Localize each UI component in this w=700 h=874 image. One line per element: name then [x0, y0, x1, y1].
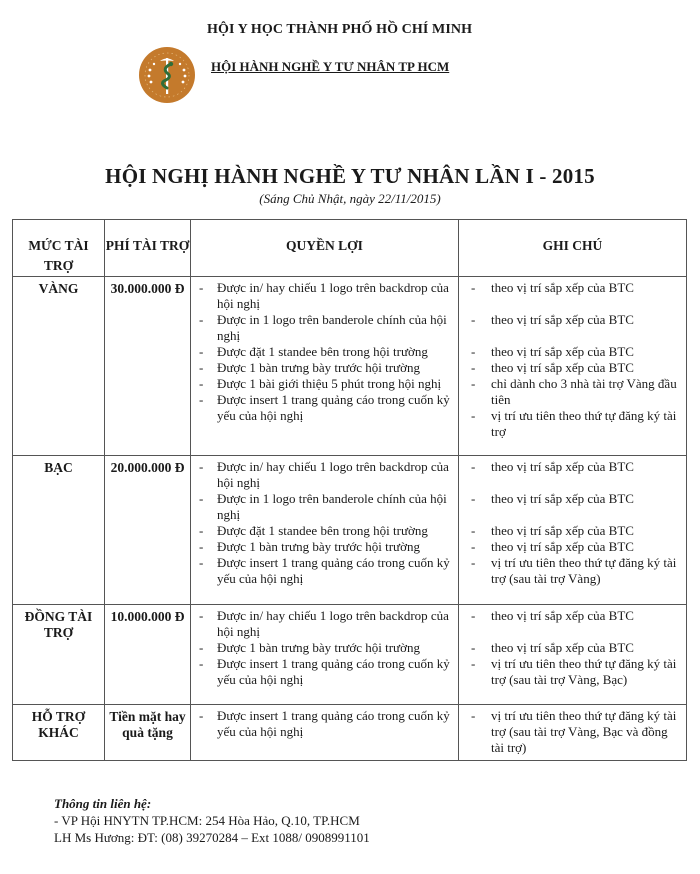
sponsor-level: HỖ TRỢ KHÁC — [13, 705, 105, 761]
benefit-item: - Được insert 1 trang quảng cáo trong cuốn kỷ yếu của hội nghị — [191, 392, 454, 424]
sponsorship-table — [12, 219, 687, 761]
header-fee: PHÍ TÀI TRỢ — [105, 220, 191, 277]
note-item: - vị trí ưu tiên theo thứ tự đăng ký tài trợ (sau tài trợ Vàng, Bạc và đồng tài trợ) — [459, 708, 682, 756]
sponsor-fee: 30.000.000 Đ — [105, 277, 191, 456]
benefit-item: - Được in/ hay chiếu 1 logo trên backdrop của hội nghị — [191, 459, 454, 491]
association-name: HỘI HÀNH NGHỀ Y TƯ NHÂN TP HCM — [211, 59, 450, 74]
benefit-item: - Được in 1 logo trên banderole chính của hội nghị — [191, 491, 454, 523]
contact-phone: LH Ms Hương: ĐT: (08) 39270284 – Ext 1088/ 0908991101 — [54, 830, 370, 845]
sponsor-level: ĐỒNG TÀI TRỢ — [13, 605, 105, 705]
note-item: - theo vị trí sắp xếp của BTC — [459, 491, 682, 507]
header-notes: GHI CHÚ — [459, 220, 687, 277]
contact-heading: Thông tin liên hệ: — [54, 796, 152, 811]
benefit-item: - Được insert 1 trang quảng cáo trong cuốn kỷ yếu của hội nghị — [191, 555, 454, 587]
notes-cell — [459, 605, 687, 705]
benefit-item: - Được insert 1 trang quảng cáo trong cuốn kỷ yếu của hội nghị — [191, 708, 454, 740]
note-item: - theo vị trí sắp xếp của BTC — [459, 459, 682, 475]
page-title: HỘI NGHỊ HÀNH NGHỀ Y TƯ NHÂN LẦN I - 2015 — [105, 164, 595, 188]
table-row — [13, 456, 687, 605]
benefits-cell — [191, 456, 459, 605]
table-body — [13, 277, 687, 761]
table-header-row — [13, 220, 687, 277]
note-item: - theo vị trí sắp xếp của BTC — [459, 523, 682, 539]
table-row — [13, 277, 687, 456]
benefit-item: - Được 1 bàn trưng bày trước hội trường — [191, 360, 454, 376]
sponsor-fee: Tiền mặt hay quà tặng — [105, 705, 191, 761]
table-row — [13, 605, 687, 705]
note-item: - vị trí ưu tiên theo thứ tự đăng ký tài trợ (sau tài trợ Vàng) — [459, 555, 682, 587]
benefit-item: - Được in/ hay chiếu 1 logo trên backdrop của hội nghị — [191, 608, 454, 640]
benefit-item: - Được 1 bàn trưng bày trước hội trường — [191, 539, 454, 555]
benefit-item: - Được đặt 1 standee bên trong hội trường — [191, 523, 454, 539]
header-benefits: QUYỀN LỢI — [191, 220, 459, 277]
note-item: - theo vị trí sắp xếp của BTC — [459, 312, 682, 328]
caduceus-logo-icon — [138, 46, 196, 104]
note-item: - theo vị trí sắp xếp của BTC — [459, 280, 682, 296]
benefit-item: - Được 1 bàn trưng bày trước hội trường — [191, 640, 454, 656]
page-subtitle: (Sáng Chủ Nhật, ngày 22/11/2015) — [259, 191, 441, 206]
note-item: - theo vị trí sắp xếp của BTC — [459, 640, 682, 656]
header-level: MỨC TÀI TRỢ — [13, 220, 105, 277]
sponsor-level: VÀNG — [13, 277, 105, 456]
note-item: - theo vị trí sắp xếp của BTC — [459, 360, 682, 376]
note-item: - theo vị trí sắp xếp của BTC — [459, 344, 682, 360]
notes-cell — [459, 277, 687, 456]
benefits-cell — [191, 605, 459, 705]
benefit-item: - Được đặt 1 standee bên trong hội trường — [191, 344, 454, 360]
notes-cell — [459, 456, 687, 605]
note-item: - vị trí ưu tiên theo thứ tự đăng ký tài trợ (sau tài trợ Vàng, Bạc) — [459, 656, 682, 688]
contact-info — [54, 795, 370, 846]
contact-address: - VP Hội HNYTN TP.HCM: 254 Hòa Hảo, Q.10, TP.HCM — [54, 813, 360, 828]
sponsor-fee: 10.000.000 Đ — [105, 605, 191, 705]
benefits-cell — [191, 705, 459, 761]
benefit-item: - Được in 1 logo trên banderole chính của hội nghị — [191, 312, 454, 344]
sponsor-fee: 20.000.000 Đ — [105, 456, 191, 605]
note-item: - chỉ dành cho 3 nhà tài trợ Vàng đầu tiên — [459, 376, 682, 408]
note-item: - theo vị trí sắp xếp của BTC — [459, 539, 682, 555]
table-row — [13, 705, 687, 761]
org-name: HỘI Y HỌC THÀNH PHỐ HỒ CHÍ MINH — [207, 22, 473, 37]
benefit-item: - Được in/ hay chiếu 1 logo trên backdrop của hội nghị — [191, 280, 454, 312]
benefits-cell — [191, 277, 459, 456]
benefit-item: - Được 1 bài giới thiệu 5 phút trong hội nghị — [191, 376, 454, 392]
note-item: - vị trí ưu tiên theo thứ tự đăng ký tài trợ — [459, 408, 682, 440]
note-item: - theo vị trí sắp xếp của BTC — [459, 608, 682, 624]
benefit-item: - Được insert 1 trang quảng cáo trong cuốn kỷ yếu của hội nghị — [191, 656, 454, 688]
notes-cell — [459, 705, 687, 761]
sponsor-level: BẠC — [13, 456, 105, 605]
